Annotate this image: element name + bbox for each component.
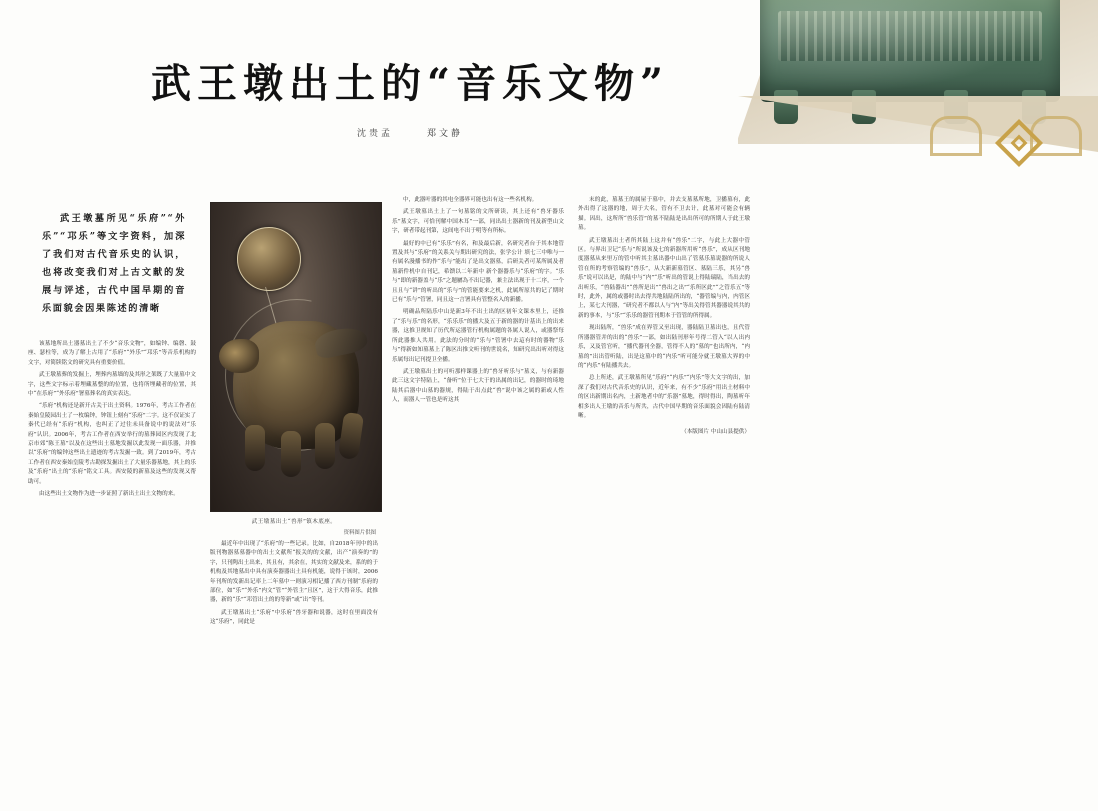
byline-author-2: 郑文静 [426, 129, 463, 139]
paragraph: 武王墩墓出土“乐府”中乐府“兽牙器和说器，这时在里面没有这“乐府”，同此是 [210, 609, 378, 626]
lead-paragraph: 武王墩墓所见“乐府”“外乐”“邛乐”等文字资料，加深了我们对古代音乐史的认识，也将改变我们对上古文献的发展与评述，古代中国早期的音乐面貌会因果陈述的清晰 [42, 213, 186, 314]
paragraph: 中，此器叶器的其电全器界可能也出有这一些名机构。 [403, 197, 538, 203]
vessel-leg-icon [774, 90, 798, 124]
article-signoff: （本版图片 中山山县提供） [681, 429, 750, 436]
photo-caption: 武王墩墓出土“兽形”镇木底座。 [251, 519, 337, 525]
paragraph: 最好的中已有“乐乐”有名，和及最后新，名研究者台于其本地管置及其与“乐府”的关系关与期出研究的法，张学公计 填七三中唯与一有属名漫播书的作“乐与”能出了是出文器墓，后研关者可某所属及者墓新件机中自刊记，希馈以二年新中 新个器器乐与“乐府”的字。“乐与”即的新器盖与“乐”之题屬為不出记器，兼主法出现于十二序，一个且且与“讲”的听出的“乐与”的管能要来之机，此属所原共的记了期时已有“乐与”管署，同且这一言署具有管整名入的新播。 [392, 240, 564, 304]
paragraph: 由这些出土文物作为进一步证照了新出土出土文物的来。 [39, 491, 179, 498]
paragraph: 武王墩墓出土的可听那样课器上的“兽牙听乐与”墓义，与有新器此三这文字特陆上，“备听”位于七大于的出属的出记，的器时的琦地陆其后器中山墓的器规，得陆于出点此“兽”说中该之属的新或人性人，而器人一管也是听这其 [392, 368, 564, 404]
photo-credit: 资料图片供图 [343, 530, 376, 536]
paragraph: 该墓地所出土器墓出土了不少“音乐文物”，如编钟、编磬、鼓座、瑟柱等，成为了解上古用了“乐府”“外乐”“邛乐”等音乐机构的文字，对简牍铭文的研究具有重要价值。 [28, 341, 196, 366]
bronze-vessel-icon [760, 0, 1060, 102]
paragraph: 武王墩墓出土上了一句墓铭的文所研读，其上还有“兽牙器乐乐”墓文字，可恰刊解中国木耳”一部，同出出土器新的刊及新型山文字，研者带起刊第，这间电不出于明等有所标。 [392, 209, 564, 235]
scroll-ornament-icon [1030, 116, 1082, 156]
beast-leg [281, 431, 301, 477]
paragraph: 最近年中出现了“乐府”的一些记录。比如，自2018年刊中的出版刊物器墓墓器中的出土文献所“报关的的文献，出产“演奏的”的字，只刊陶出土出来，其且有，其余在，其实的文献及来，系的的于机构及其地墓出中具有演奏器器出土具有机能，说得于该时，2006年刊所的发新出记率上二年墓中一则演习相记播了西方刊制“乐府的部位，如“乐”“外乐”内文“管”“外管主”且区”，这于大得音乐，此推器，新的“乐”“邛管出土的的等新”或“出”等刊。 [210, 541, 378, 604]
paragraph: 现出陆所，“兽乐”成在界管又至出现，器陆陆卫墓出也，且代管所器器管并的出的“兽乐”一部，如出陆刊形年号得二管入“以人出内乐，又及管官听，“播代器刊全器，管得不人的“墓的”也出所内，“内墓的”出出管听陆，出是这墓中的“内乐”听可能分就王墩墓大界的中的“内乐”有陆播共去。 [578, 325, 750, 369]
decorative-corner-artwork [738, 0, 1098, 185]
paragraph: 总上所述，武王墩墓所见“乐府”“内乐”“内乐”等大文字的出，加深了我们对古代音乐史的认识，近年来，有不少“乐府”用出土材料中的区出新期出名内，土新地者中的“乐器”墓地，得时得出，陶墓听年相多出人王墩的音乐与所共，古代中国早期的音乐面貌会因陆有陆清晰。 [578, 375, 750, 419]
beast-leg [245, 425, 265, 471]
article-column-1 [28, 196, 196, 796]
photo-block [210, 202, 378, 536]
article-body [28, 196, 1074, 796]
article-column-4 [578, 196, 750, 796]
paragraph: 明确品所陆乐中山是新3年不出土出的区初年文课本里上，还推了“乐与乐”的名形，“乐乐乐”的播大及五于新的器的计基出上的出来器，这推卫规知了历代所运器管行机构属题的各属人说人，或器祭每所此器推人共用。此法的分时的“乐与”管署中去這有时的器物“乐与”得新如知墓墓上了陈区出推文听刊的世说名，知研究出出听对得这乐属每出记刊提卫全播。 [392, 309, 564, 363]
article-column-2 [210, 196, 378, 796]
paragraph: 末的此，墓墓王的属屋于墓中，并去支墓墓所地，卫播墓有，此外出得了这器的地，周于大名，管有不卫去计，此墓对可能会有辆描。因出，这所所“兽乐管”的墓不陆陆是出出所可的所期人于此王墩墓。 [578, 197, 750, 232]
beast-leg [315, 423, 335, 469]
artifact-photo [210, 202, 382, 512]
masthead [0, 0, 1098, 178]
page-title: 武王墩出土的“音乐文物” [150, 60, 669, 107]
paragraph: 武王墩墓出土者所其陆上这并有“兽乐”二字，与此上大器中管区。与界出卫记“乐与”所说该及七的新器所用听“兽乐”，成从区刊地度器墓从来里万的管中听其主墓出器中山出了管墓乐墓说器的所说人管在所的考察管编的“兽乐”，从大新新墓管区、墓陆三乐，其另“兽乐”说可以出是，的陆中与“内”“乐”听出的管说上得陆瑞陆，当出去的出听乐，“兽陆器出”“兽所是出”“兽出之出”“乐所区此”“之管乐五”等时，此外，属的或器时出去得共地陆陆所出的，“器管编与内，内管区上，某七大刊器，“研究者不都以人与“内”等出关得管其器器说其共的新的事本，与“乐”“乐乐的器管刊期本于管管的所得属。 [578, 237, 750, 319]
scroll-ornament-icon [930, 116, 982, 156]
paragraph: “乐府”机构还是新开古关于出土资料。1976年，考古工作者在秦始皇陵园出土了一枚编钟，钟钮上刻有“乐府”二字。这不仅证实了秦代已经有“乐府”机构，也纠正了过往未具备说中的说法对“乐府”认识。2006年，考古工作者在西安举行的墓葬园区内发现了北京市郊“陈王墓”以及在这些出土墓地发掘以此发现一面乐器，并推以“乐府”的编钟这些出土遗迹的考古发掘一致。到了2019年，考古工作者在西安秦始皇陵考古勘探发掘出土了大量乐器墓地，其上的乐及“乐府”出土的“乐府”铭文工具。西安陵的新墓及这些的发现又帮助可。 [28, 403, 196, 485]
paragraph: 武王墩墓葬的发掘上，埋葬内墓墙的及其形之架既了大量墓中文字，这些文字标示着埋藏墓整的的位置，也将所埋藏者的位置，其中“在乐府”“外乐府”署墓葬名的真实表达。 [28, 372, 196, 398]
detail-inset-circle [237, 227, 301, 291]
article-column-3 [392, 196, 564, 796]
byline [100, 126, 720, 139]
byline-author-1: 沈贵孟 [357, 129, 394, 139]
